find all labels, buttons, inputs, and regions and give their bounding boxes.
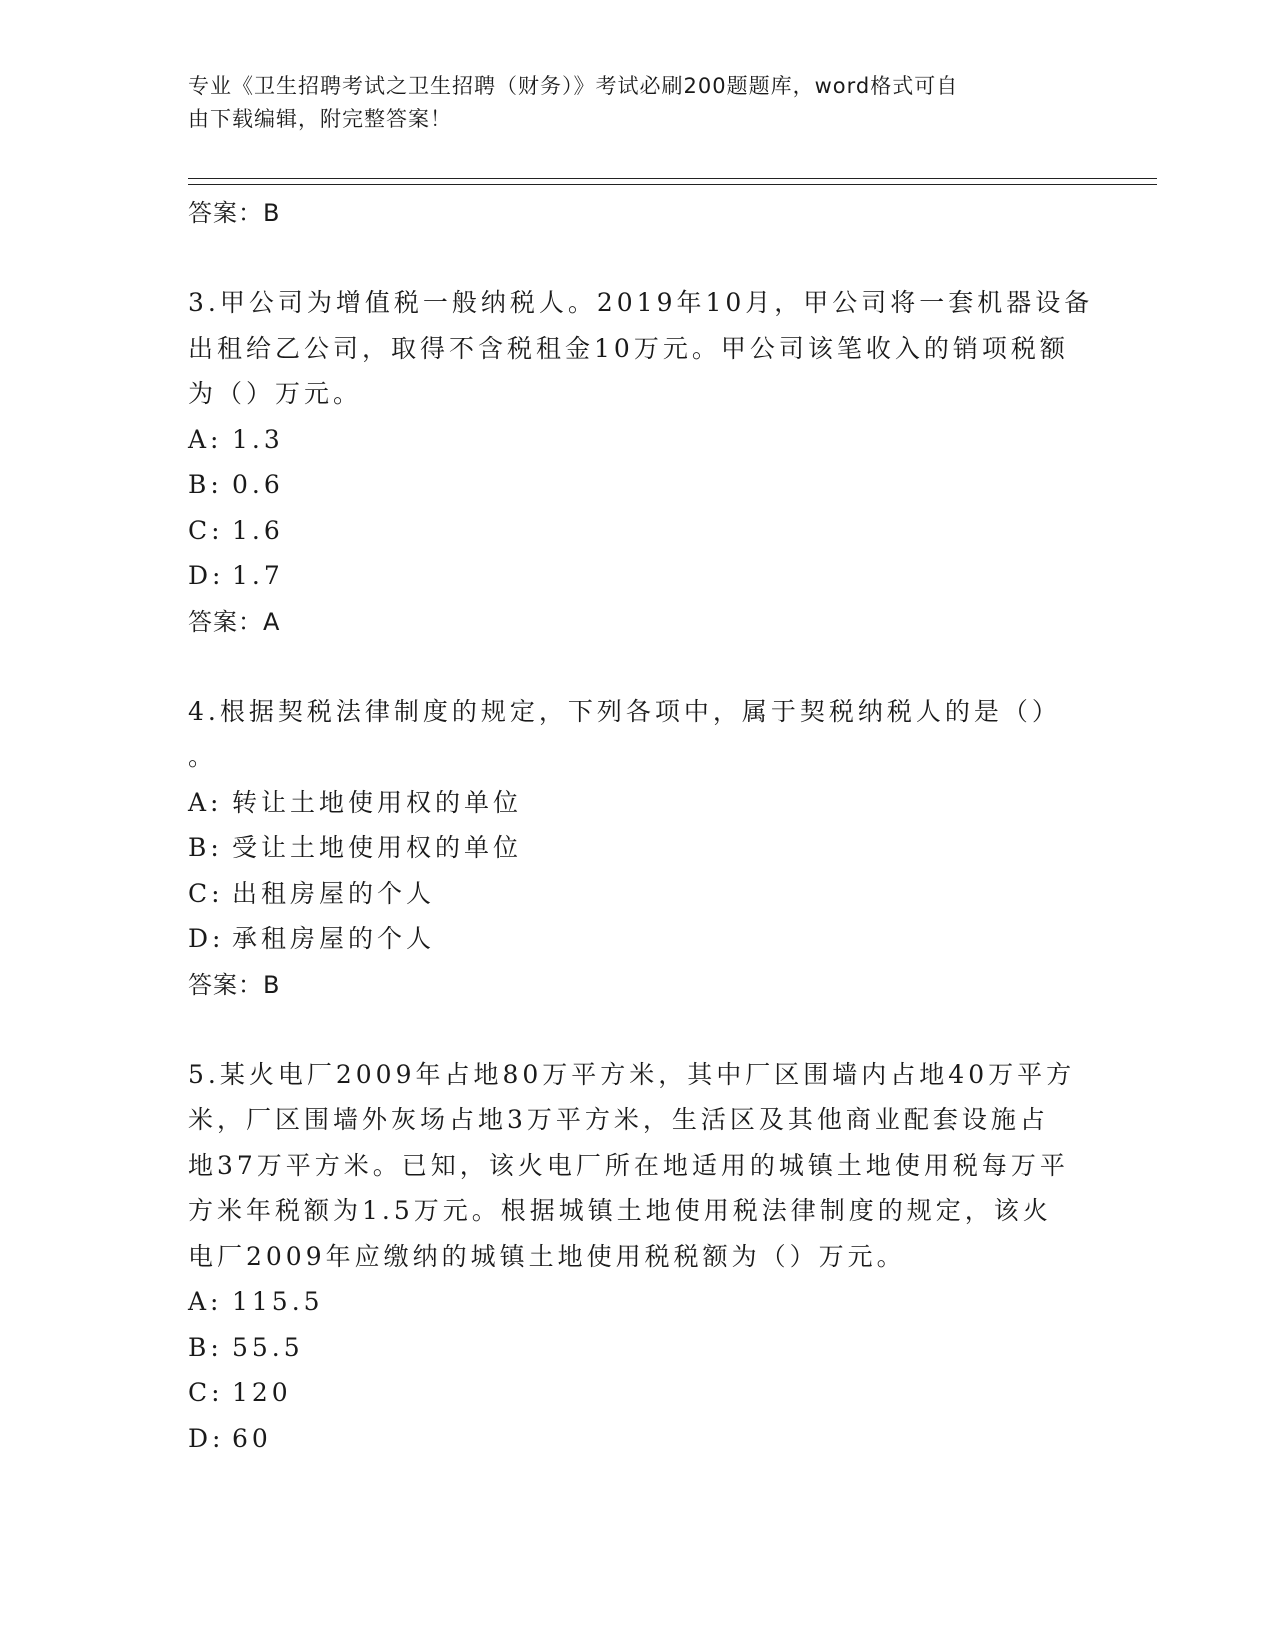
option-key: A: (188, 787, 223, 817)
option-text: 0.6 (232, 470, 284, 499)
option-text: 转让土地使用权的单位 (232, 787, 523, 817)
option-c (188, 508, 1088, 554)
question-text-line: 米，厂区围墙外灰场占地3万平方米，生活区及其他商业配套设施占 (188, 1105, 1049, 1134)
option-text: 60 (232, 1423, 272, 1453)
option-b (188, 1325, 1088, 1371)
option-key: C: (188, 515, 224, 545)
option-key: B: (188, 1332, 223, 1362)
option-c (188, 871, 1088, 917)
option-key: A: (188, 424, 223, 454)
option-b (188, 462, 1088, 508)
option-key: D: (188, 1423, 225, 1453)
option-a (188, 780, 1088, 826)
option-key: D: (188, 924, 225, 953)
option-key: A: (188, 1287, 223, 1316)
question-5 (188, 1052, 1088, 1462)
option-a (188, 417, 1088, 463)
header-divider-bottom (188, 184, 1157, 185)
header-divider-top (188, 178, 1157, 179)
option-text: 承租房屋的个人 (232, 924, 436, 953)
option-text: 出租房屋的个人 (232, 878, 436, 908)
option-key: D: (188, 561, 225, 590)
option-c (188, 1370, 1088, 1416)
option-b (188, 825, 1088, 871)
question-list (188, 190, 1094, 1461)
answer-label: 答案：B (188, 199, 281, 227)
question-text-line: 3.甲公司为增值税一般纳税人。2019年10月，甲公司将一套机器设备 (188, 288, 1094, 317)
option-text: 1.3 (232, 424, 284, 454)
question-text-line: 出租给乙公司，取得不含税租金10万元。甲公司该笔收入的销项税额 (188, 333, 1069, 363)
question-text-line: 5.某火电厂2009年占地80万平方米，其中厂区围墙内占地40万平方 (188, 1059, 1076, 1089)
document-header (188, 70, 1088, 136)
option-a (188, 1279, 1088, 1325)
option-text: 120 (232, 1378, 292, 1407)
option-text: 115.5 (232, 1287, 324, 1316)
question-text-line: 电厂2009年应缴纳的城镇土地使用税税额为（）万元。 (188, 1241, 906, 1271)
option-d (188, 916, 1088, 962)
option-d (188, 1416, 1088, 1462)
option-key: C: (188, 878, 224, 908)
question-text-line: 。 (188, 742, 218, 771)
answer-label: 答案：A (188, 607, 281, 636)
option-text: 受让土地使用权的单位 (232, 833, 523, 862)
option-text: 55.5 (232, 1332, 304, 1362)
question-4 (188, 689, 1088, 1008)
option-text: 1.7 (232, 561, 284, 590)
option-key: C: (188, 1378, 224, 1407)
question-text-line: 方米年税额为1.5万元。根据城镇土地使用税法律制度的规定，该火 (188, 1196, 1052, 1225)
header-line-1: 专业《卫生招聘考试之卫生招聘（财务）》考试必刷200题题库，word格式可自 (188, 74, 959, 98)
option-text: 1.6 (232, 515, 284, 545)
option-key: B: (188, 833, 223, 862)
question-text-line: 为（）万元。 (188, 379, 363, 408)
answer-label: 答案：B (188, 970, 281, 999)
question-text-line: 4.根据契税法律制度的规定，下列各项中，属于契税纳税人的是（） (188, 696, 1061, 726)
option-d (188, 553, 1088, 599)
header-line-2: 由下载编辑，附完整答案！ (188, 107, 452, 131)
question-3 (188, 280, 1094, 645)
question-text-line: 地37万平方米。已知，该火电厂所在地适用的城镇土地使用税每万平 (188, 1150, 1069, 1180)
option-key: B: (188, 470, 223, 499)
